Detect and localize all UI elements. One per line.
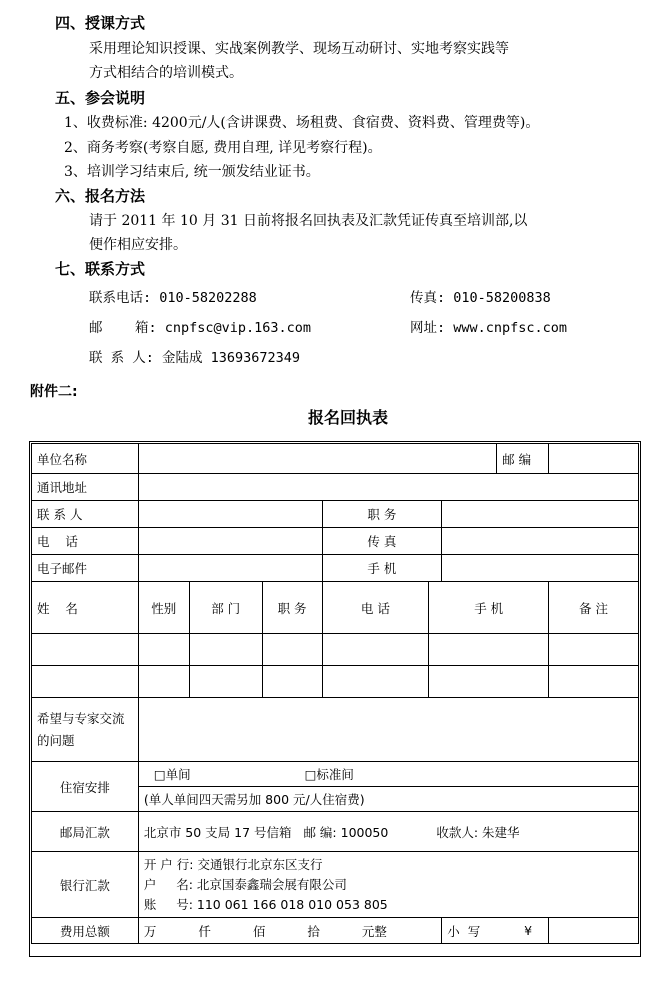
col-remark: 备 注 <box>549 582 639 634</box>
cell-phone[interactable] <box>322 666 429 698</box>
attendee-row <box>32 634 639 666</box>
row-col-headers <box>32 582 639 634</box>
row-email <box>32 555 639 582</box>
cell-name[interactable] <box>32 666 139 698</box>
row-bank <box>32 852 639 918</box>
field-unit[interactable] <box>138 444 496 474</box>
col-mobile: 手 机 <box>429 582 549 634</box>
label-email: 电子邮件 <box>32 555 139 582</box>
total-uppercase[interactable] <box>138 918 441 944</box>
cell-department[interactable] <box>189 666 262 698</box>
row-lodging-1 <box>32 762 639 787</box>
unit-bai: 佰 <box>252 923 266 939</box>
field-postcode[interactable] <box>549 444 639 474</box>
bank-info <box>138 852 638 918</box>
form-title: 报名回执表 <box>308 408 389 427</box>
section-4-line2: 方式相结合的培训模式。 <box>89 65 243 81</box>
col-phone: 电 话 <box>322 582 429 634</box>
row-contact <box>32 501 639 528</box>
section-6-line2: 便作相应安排。 <box>89 237 187 253</box>
field-fax[interactable] <box>442 528 639 555</box>
cell-remark[interactable] <box>549 666 639 698</box>
standard-room-checkbox[interactable]: □标准间 <box>304 767 354 782</box>
cell-mobile[interactable] <box>429 666 549 698</box>
postal-payee: 收款人: 朱建华 <box>436 824 520 840</box>
col-gender: 性别 <box>138 582 189 634</box>
certificate-note: 3、培训学习结束后, 统一颁发结业证书。 <box>64 164 320 180</box>
label-mobile: 手 机 <box>322 555 442 582</box>
label-contact: 联 系 人 <box>32 501 139 528</box>
field-mobile[interactable] <box>442 555 639 582</box>
cell-title[interactable] <box>262 634 322 666</box>
cell-title[interactable] <box>262 666 322 698</box>
section-5-title: 五、参会说明 <box>55 89 146 107</box>
contact-person: 联 系 人: 金陆成 13693672349 <box>89 350 301 366</box>
row-tel <box>32 528 639 555</box>
lodging-note: (单人单间四天需另加 800 元/人住宿费) <box>138 787 638 812</box>
col-title: 职 务 <box>262 582 322 634</box>
unit-qian: 仟 <box>198 923 211 939</box>
section-4-line1: 采用理论知识授课、实战案例教学、现场互动研讨、实地考察实践等 <box>89 41 509 57</box>
section-6-line1: 请于 2011 年 10 月 31 日前将报名回执表及汇款凭证传真至培训部,以 <box>89 213 528 229</box>
unit-shi: 拾 <box>307 923 320 939</box>
field-email[interactable] <box>138 555 322 582</box>
cell-department[interactable] <box>189 634 262 666</box>
attendee-row <box>32 666 639 698</box>
label-bank: 银行汇款 <box>32 852 139 918</box>
field-contact[interactable] <box>138 501 322 528</box>
label-unit: 单位名称 <box>32 444 139 474</box>
single-room-checkbox[interactable]: □单间 <box>153 767 191 782</box>
cell-phone[interactable] <box>322 634 429 666</box>
contact-website[interactable]: 网址: www.cnpfsc.com <box>410 320 568 336</box>
bank-name: 开 户 行: 交通银行北京东区支行 <box>143 856 323 872</box>
field-tel[interactable] <box>138 528 322 555</box>
label-postal: 邮局汇款 <box>32 812 139 852</box>
yen-symbol: ¥ <box>524 923 533 938</box>
label-small: 小 写 <box>442 918 549 944</box>
cell-name[interactable] <box>32 634 139 666</box>
field-position[interactable] <box>442 501 639 528</box>
cell-gender[interactable] <box>138 666 189 698</box>
row-address <box>32 474 639 501</box>
label-total: 费用总额 <box>32 918 139 944</box>
row-postal <box>32 812 639 852</box>
registration-form <box>31 443 639 944</box>
attachment-label: 附件二: <box>30 384 78 400</box>
business-visit: 2、商务考察(考察自愿, 费用自理, 详见考察行程)。 <box>64 140 382 156</box>
postal-address: 北京市 50 支局 17 号信箱 邮 编: 100050 <box>143 824 389 840</box>
section-4-title: 四、授课方式 <box>55 14 146 32</box>
label-lodging: 住宿安排 <box>32 762 139 812</box>
section-6-title: 六、报名方法 <box>55 187 146 205</box>
cell-remark[interactable] <box>549 634 639 666</box>
label-position: 职 务 <box>322 501 442 528</box>
row-question <box>32 698 639 762</box>
cell-gender[interactable] <box>138 634 189 666</box>
label-question: 希望与专家交流的问题 <box>32 698 139 762</box>
contact-phone: 联系电话: 010-58202288 <box>89 290 257 306</box>
col-name: 姓 名 <box>32 582 139 634</box>
bank-account-holder: 户 名: 北京国泰鑫瑞会展有限公司 <box>143 876 347 892</box>
label-fax: 传 真 <box>322 528 442 555</box>
bank-account-number: 账 号: 110 061 166 018 010 053 805 <box>143 896 388 912</box>
label-tel: 电 话 <box>32 528 139 555</box>
col-department: 部 门 <box>189 582 262 634</box>
cell-mobile[interactable] <box>429 634 549 666</box>
unit-yuan: 元整 <box>361 923 387 939</box>
contact-fax: 传真: 010-58200838 <box>410 290 551 306</box>
lodging-options <box>138 762 638 787</box>
section-7-title: 七、联系方式 <box>55 260 146 278</box>
label-address: 通讯地址 <box>32 474 139 501</box>
fee-standard: 1、收费标准: 4200元/人(含讲课费、场租费、食宿费、资料费、管理费等)。 <box>64 115 540 131</box>
total-small[interactable] <box>524 918 639 944</box>
row-total <box>32 918 639 944</box>
postal-info-cell <box>138 812 638 852</box>
row-unit <box>32 444 639 474</box>
field-question[interactable] <box>138 698 638 762</box>
label-postcode: 邮 编 <box>497 444 549 474</box>
unit-wan: 万 <box>143 923 157 939</box>
contact-email[interactable]: 邮 箱: cnpfsc@vip.163.com <box>89 320 312 336</box>
field-address[interactable] <box>138 474 638 501</box>
